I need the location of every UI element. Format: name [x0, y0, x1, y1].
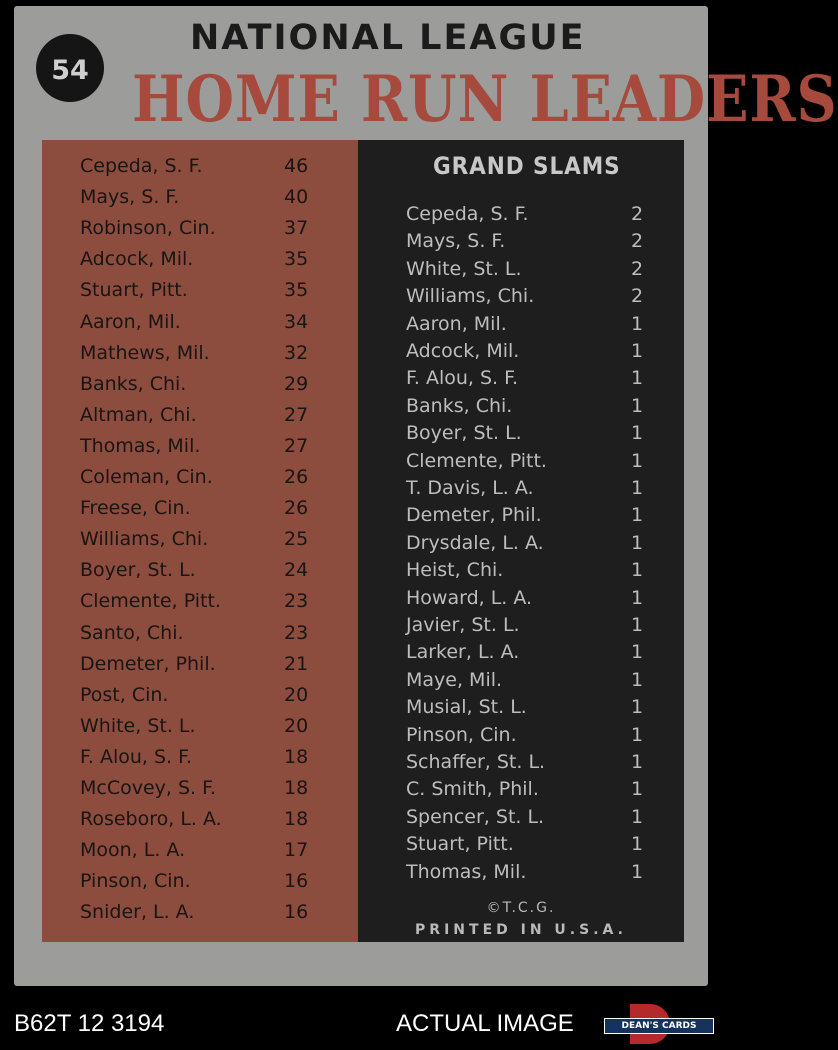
grand-slam-name: Spencer, St. L. [406, 805, 545, 828]
grand-slam-count: 1 [631, 723, 644, 746]
grand-slam-name: Thomas, Mil. [406, 860, 527, 883]
leader-home-runs: 35 [284, 279, 309, 302]
leader-home-runs: 23 [284, 621, 309, 644]
leader-home-runs: 27 [284, 403, 309, 426]
leader-home-runs: 37 [284, 217, 309, 240]
grand-slams-panel [358, 140, 684, 942]
home-run-leaders-list [42, 140, 360, 942]
leader-name: Williams, Chi. [80, 528, 209, 551]
grand-slam-count: 1 [631, 394, 644, 417]
grand-slam-count: 1 [631, 531, 644, 554]
grand-slam-name: White, St. L. [406, 257, 522, 280]
leader-home-runs: 40 [284, 186, 309, 209]
cert-number: B62T 12 3194 [14, 1010, 165, 1037]
grand-slam-count: 1 [631, 641, 644, 664]
grand-slam-count: 2 [631, 230, 644, 253]
leader-name: Coleman, Cin. [80, 466, 213, 488]
leader-name: Robinson, Cin. [80, 217, 216, 240]
leader-name: Altman, Chi. [80, 403, 197, 426]
grand-slam-name: Heist, Chi. [406, 559, 504, 582]
grand-slam-count: 1 [631, 504, 644, 527]
leader-home-runs: 23 [284, 590, 309, 613]
leader-name: Clemente, Pitt. [80, 590, 221, 613]
grand-slam-count: 1 [631, 340, 644, 362]
leader-name: Thomas, Mil. [80, 434, 201, 457]
grand-slam-count: 1 [631, 422, 644, 445]
grand-slam-count: 1 [631, 668, 644, 691]
grand-slam-count: 1 [631, 805, 644, 828]
grand-slam-count: 2 [631, 203, 644, 225]
leader-home-runs: 32 [284, 341, 309, 364]
leader-name: Roseboro, L. A. [80, 808, 222, 831]
grand-slam-name: Demeter, Phil. [406, 504, 542, 527]
leader-name: Snider, L. A. [80, 901, 195, 924]
copyright-text: ©T.C.G. [486, 900, 556, 916]
grand-slam-name: Javier, St. L. [406, 614, 520, 636]
grand-slam-name: Musial, St. L. [406, 696, 527, 719]
leader-home-runs: 34 [284, 310, 309, 333]
grand-slams-title: GRAND SLAMS [433, 152, 621, 180]
leader-home-runs: 18 [284, 777, 309, 799]
grand-slam-count: 1 [631, 614, 644, 636]
logo-text: DEAN'S CARDS [604, 1018, 714, 1034]
grand-slam-count: 1 [631, 312, 644, 335]
leader-home-runs: 20 [284, 683, 309, 706]
grand-slam-name: Howard, L. A. [406, 586, 533, 609]
leader-name: Stuart, Pitt. [80, 279, 188, 302]
leader-name: Freese, Cin. [80, 497, 191, 520]
card-number: 54 [51, 54, 89, 86]
grand-slam-name: Cepeda, S. F. [406, 203, 529, 225]
grand-slam-count: 1 [631, 477, 644, 499]
leader-name: Pinson, Cin. [80, 870, 191, 893]
grand-slam-name: Aaron, Mil. [406, 312, 507, 335]
leader-home-runs: 24 [284, 559, 309, 582]
leader-home-runs: 17 [284, 839, 309, 862]
grand-slam-count: 1 [631, 559, 644, 582]
grand-slam-name: F. Alou, S. F. [406, 367, 519, 390]
actual-image-label: ACTUAL IMAGE [396, 1010, 574, 1037]
leader-home-runs: 18 [284, 808, 309, 831]
leader-home-runs: 20 [284, 714, 309, 737]
leader-home-runs: 29 [284, 372, 309, 395]
grand-slam-count: 1 [631, 696, 644, 719]
grand-slam-count: 1 [631, 449, 644, 472]
grand-slam-name: Boyer, St. L. [406, 422, 522, 445]
grand-slam-name: C. Smith, Phil. [406, 778, 539, 801]
grand-slam-name: Pinson, Cin. [406, 723, 517, 746]
grand-slam-count: 1 [631, 833, 644, 856]
grand-slam-name: Drysdale, L. A. [406, 531, 544, 554]
leader-home-runs: 25 [284, 528, 309, 551]
leader-home-runs: 16 [284, 901, 309, 924]
grand-slam-count: 1 [631, 586, 644, 609]
card-title: HOME RUN LEADERS [132, 62, 838, 137]
grand-slam-name: T. Davis, L. A. [406, 477, 534, 499]
leader-name: Boyer, St. L. [80, 559, 196, 582]
grand-slam-name: Larker, L. A. [406, 641, 520, 664]
grand-slam-name: Mays, S. F. [406, 230, 506, 253]
leader-name: Mays, S. F. [80, 186, 180, 209]
leader-name: Santo, Chi. [80, 621, 184, 644]
grand-slam-count: 1 [631, 367, 644, 390]
leader-name: F. Alou, S. F. [80, 745, 193, 768]
leader-name: Aaron, Mil. [80, 310, 181, 333]
grand-slam-name: Schaffer, St. L. [406, 751, 546, 773]
grand-slam-count: 2 [631, 285, 644, 308]
leader-name: Demeter, Phil. [80, 652, 216, 675]
leader-name: Adcock, Mil. [80, 248, 194, 271]
grand-slam-name: Maye, Mil. [406, 668, 503, 691]
grand-slam-count: 1 [631, 751, 644, 773]
leader-name: Cepeda, S. F. [80, 155, 203, 177]
grand-slam-count: 2 [631, 257, 644, 280]
leader-home-runs: 26 [284, 497, 309, 520]
leader-name: White, St. L. [80, 714, 196, 737]
leader-home-runs: 26 [284, 466, 309, 488]
leader-home-runs: 46 [284, 155, 309, 177]
grand-slam-count: 1 [631, 860, 644, 883]
grand-slam-name: Williams, Chi. [406, 285, 535, 308]
leader-name: Mathews, Mil. [80, 341, 210, 364]
grand-slam-name: Clemente, Pitt. [406, 449, 547, 472]
leader-name: Moon, L. A. [80, 839, 186, 862]
leader-name: McCovey, S. F. [80, 777, 217, 799]
leader-home-runs: 16 [284, 870, 309, 893]
card-number-badge [36, 34, 104, 102]
leader-home-runs: 35 [284, 248, 309, 271]
grand-slam-name: Adcock, Mil. [406, 340, 520, 362]
leader-home-runs: 21 [284, 652, 309, 675]
leader-home-runs: 18 [284, 745, 309, 768]
grand-slam-name: Banks, Chi. [406, 394, 513, 417]
grand-slam-count: 1 [631, 778, 644, 801]
grand-slam-name: Stuart, Pitt. [406, 833, 514, 856]
printed-in-text: PRINTED IN U.S.A. [415, 922, 627, 938]
leader-name: Post, Cin. [80, 683, 169, 706]
baseball-card [14, 6, 838, 986]
leader-home-runs: 27 [284, 434, 309, 457]
leader-name: Banks, Chi. [80, 372, 187, 395]
deans-cards-logo [604, 1004, 712, 1044]
league-heading: NATIONAL LEAGUE [190, 18, 586, 58]
